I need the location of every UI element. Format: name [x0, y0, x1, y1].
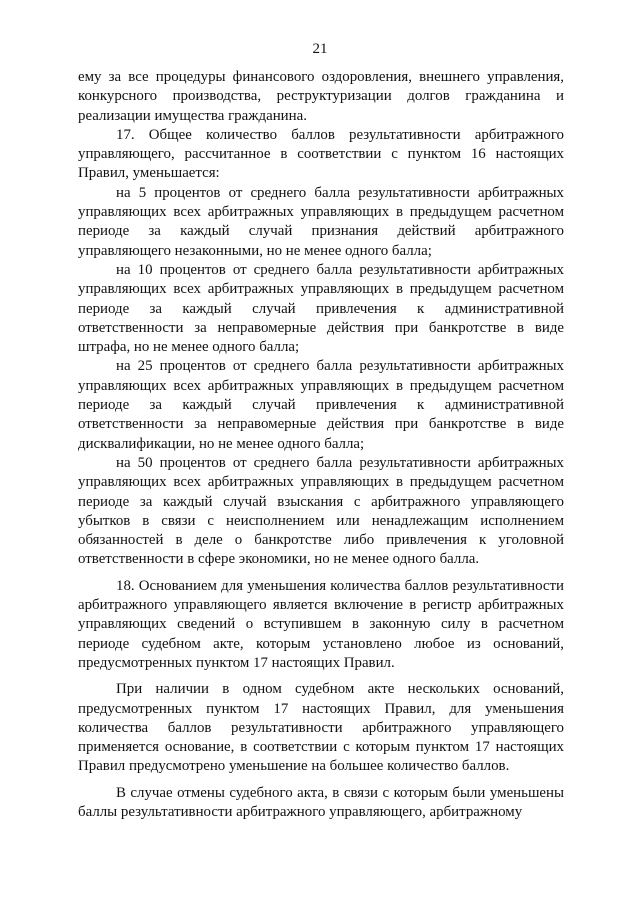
- paragraph-clause-17-item-10-percent: на 10 процентов от среднего балла результативности арбитражных управляющих всех арбитражных управляющих в предыдущем расчетном периоде за каждый случай привлечения к административной ответственности за неправомерные действия при банкротстве в виде штрафа, но не менее одного балла;: [78, 261, 564, 356]
- page-number: 21: [312, 41, 328, 57]
- paragraph-clause-17-item-5-percent: на 5 процентов от среднего балла результативности арбитражных управляющих всех арбитражных управляющих в предыдущем расчетном периоде за каждый случай признания действий арбитражного управляющего незаконными, но не менее одного балла;: [78, 184, 564, 259]
- paragraph-clause-18: 18. Основанием для уменьшения количества баллов результативности арбитражного управляющего является включение в регистр арбитражных управляющих сведений о вступившем в законную силу в расчетном периоде судебном акте, которым установлено любое из оснований, предусмотренных пунктом 17 настоящих Правил.: [78, 577, 564, 671]
- paragraph-clause-17: 17. Общее количество баллов результативности арбитражного управляющего, рассчитанное в соответствии с пунктом 16 настоящих Правил, уменьшается:: [78, 126, 564, 182]
- paragraph-multiple-grounds: При наличии в одном судебном акте нескольких оснований, предусмотренных пунктом 17 настоящих Правил, для уменьшения количества баллов результативности арбитражного управляющего применяется основание, в соответствии с которым пунктом 17 настоящих Правил предусмотрено уменьшение на большее количество баллов.: [78, 681, 564, 775]
- paragraph-continuation: ему за все процедуры финансового оздоровления, внешнего управления, конкурсного производства, реструктуризации долгов гражданина и реализации имущества гражданина.: [78, 69, 564, 124]
- paragraph-clause-17-item-50-percent: на 50 процентов от среднего балла результативности арбитражных управляющих всех арбитражных управляющих в предыдущем расчетном периоде за каждый случай взыскания с арбитражного управляющего убытков в связи с неисполнением или ненадлежащим исполнением обязанностей в деле о банкротстве либо привлечения к уголовной ответственности в сфере экономики, но не менее одного балла.: [78, 454, 564, 568]
- paragraph-clause-17-item-25-percent: на 25 процентов от среднего балла результативности арбитражных управляющих всех арбитражных управляющих в предыдущем расчетном периоде за каждый случай привлечения к административной ответственности за неправомерные действия при банкротстве в виде дисквалификации, но не менее одного балла;: [78, 358, 564, 452]
- document-body: [78, 68, 564, 822]
- paragraph-cancellation: В случае отмены судебного акта, в связи с которым были уменьшены баллы результативности арбитражного управляющего, арбитражному: [78, 784, 564, 820]
